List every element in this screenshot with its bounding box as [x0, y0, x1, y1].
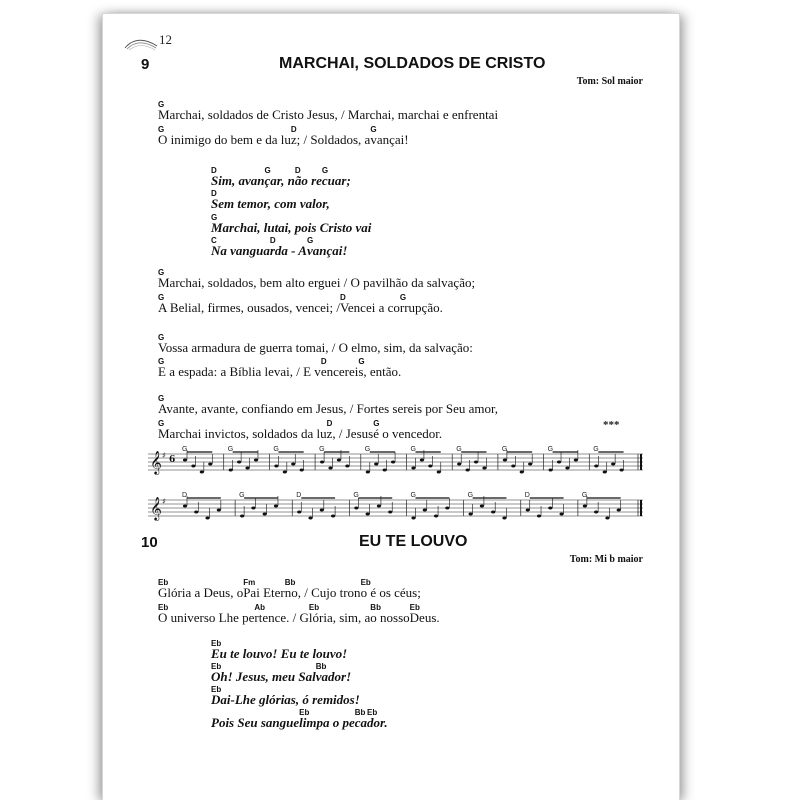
- song-key: Tom: Sol maior: [576, 76, 643, 87]
- lyric-text: O universo Lhe pe: [158, 610, 255, 625]
- lyric-text: Marchai, lutai, pois Cristo vai: [211, 220, 372, 235]
- lyric-segment: [358, 357, 402, 380]
- lyric-text: Glória a Deus, o: [158, 585, 244, 600]
- chord-symbol: D: [290, 125, 297, 134]
- staff-chord-symbol: G: [239, 492, 245, 499]
- chorus-line: [211, 189, 330, 212]
- lyric-text: rrupção.: [399, 300, 443, 315]
- lyric-segment: [370, 603, 410, 626]
- lyric-segment: [158, 603, 255, 626]
- note-head: [520, 471, 524, 474]
- note-head: [469, 513, 473, 516]
- song-title: MARCHAI, SOLDADOS DE CRISTO: [279, 55, 546, 72]
- lyric-segment: [354, 708, 368, 731]
- note-head: [345, 465, 349, 468]
- lyric-segment: [367, 708, 388, 731]
- ornament-swoosh-icon: [123, 36, 159, 52]
- lyric-segment: [243, 578, 285, 601]
- chord-symbol: G: [321, 166, 329, 175]
- note-head: [205, 517, 209, 520]
- lyric-segment: [373, 419, 443, 442]
- chorus-line: [211, 662, 352, 685]
- note-head: [337, 459, 341, 462]
- time-signature: 𝟔: [169, 455, 176, 465]
- note-head: [229, 469, 233, 472]
- note-head: [437, 471, 441, 474]
- lyric-text: dor.: [367, 715, 388, 730]
- chorus-line: [211, 236, 348, 259]
- page-number: 12: [159, 32, 172, 47]
- note-head: [291, 463, 295, 466]
- chord-symbol: Bb: [284, 578, 296, 587]
- chord-symbol: Fm: [243, 578, 256, 587]
- lyric-segment: [211, 662, 316, 685]
- staff-chord-symbol: G: [227, 446, 234, 453]
- note-head: [300, 469, 304, 472]
- note-head: [474, 461, 478, 464]
- note-head: [308, 517, 312, 520]
- chord-symbol: Eb: [409, 603, 420, 612]
- lyric-text: z, / Jesus: [326, 426, 374, 441]
- lyric-segment: [158, 125, 291, 148]
- lyric-text: Vencei a co: [339, 300, 400, 315]
- chord-symbol: Eb: [299, 708, 310, 717]
- lyric-text: Dai-Lhe glórias, ó remidos!: [211, 692, 360, 707]
- note-head: [354, 507, 358, 510]
- lyric-text: vançai!: [306, 243, 348, 258]
- chord-symbol: D: [211, 189, 217, 198]
- verse-line: [158, 419, 443, 442]
- note-head: [366, 513, 370, 516]
- note-head: [245, 467, 249, 470]
- note-head: [194, 511, 198, 514]
- note-head: [457, 463, 461, 466]
- note-head: [565, 467, 569, 470]
- staff-chord-symbol: G: [593, 446, 599, 453]
- note-head: [528, 463, 532, 466]
- lyric-segment: [211, 236, 270, 259]
- lyric-segment: [158, 578, 244, 601]
- treble-clef-icon: 𝄞: [150, 450, 162, 474]
- note-head: [320, 461, 324, 464]
- verse-line: [158, 357, 402, 380]
- chord-symbol: G: [158, 419, 165, 428]
- note-head: [208, 463, 212, 466]
- staff-chord-symbol: G: [353, 492, 359, 499]
- lyric-text: o nosso: [370, 610, 410, 625]
- note-head: [511, 465, 515, 468]
- note-head: [391, 461, 395, 464]
- chord-symbol: G: [158, 394, 165, 403]
- lyric-text: O inimigo do bem e da lu: [158, 132, 291, 147]
- note-head: [328, 467, 332, 470]
- music-staff-2: [148, 490, 643, 532]
- lyric-segment: [254, 603, 309, 626]
- chord-symbol: G: [370, 125, 377, 134]
- chord-symbol: Ab: [254, 603, 266, 612]
- lyric-text: çar, n: [264, 173, 295, 188]
- lyric-text: ca: [354, 715, 368, 730]
- lyric-segment: [211, 715, 299, 731]
- chord-symbol: G: [306, 236, 314, 245]
- staff-chord-symbol: G: [410, 492, 416, 499]
- lyric-text: encerei: [320, 364, 359, 379]
- lyric-text: ão re: [294, 173, 322, 188]
- lyric-segment: [308, 603, 371, 626]
- chord-symbol: D: [294, 166, 301, 175]
- chord-symbol: G: [158, 357, 165, 366]
- note-head: [420, 459, 424, 462]
- chord-symbol: Eb: [211, 639, 222, 648]
- chord-symbol: Eb: [211, 685, 222, 694]
- chord-symbol: G: [399, 293, 407, 302]
- hymnal-page: [103, 14, 679, 800]
- lyric-text: Marchai, soldados, bem alto erguei / O pavilhão da salvação;: [158, 275, 476, 290]
- chord-symbol: Bb: [315, 662, 327, 671]
- note-head: [377, 505, 381, 508]
- lyric-text: Sim, avan: [211, 173, 265, 188]
- verse-line: [158, 603, 440, 626]
- note-head: [283, 471, 287, 474]
- staff-chord-symbol: G: [467, 492, 474, 499]
- lyric-segment: [158, 394, 499, 417]
- chord-symbol: Bb: [354, 708, 366, 717]
- lyric-segment: [370, 125, 409, 148]
- verse-line: [158, 268, 476, 291]
- chorus-line: [211, 685, 360, 708]
- staff-chord-symbol: G: [182, 446, 188, 453]
- lyric-segment: [211, 213, 372, 236]
- chord-symbol: D: [269, 236, 276, 245]
- note-head: [594, 511, 598, 514]
- lyric-text: Eu te louvo! Eu te louvo!: [211, 646, 348, 661]
- chord-symbol: G: [158, 333, 165, 342]
- chord-symbol: D: [326, 419, 333, 428]
- lyric-text: é o vencedor.: [373, 426, 443, 441]
- note-head: [445, 507, 449, 510]
- note-head: [217, 509, 221, 512]
- note-head: [374, 463, 378, 466]
- lyric-segment: [211, 639, 348, 662]
- note-head: [526, 509, 530, 512]
- chord-symbol: Eb: [367, 708, 378, 717]
- note-head: [200, 471, 204, 474]
- lyric-segment: [290, 125, 371, 148]
- staff-chord-symbol: D: [296, 492, 302, 499]
- staff-chord-symbol: D: [182, 492, 188, 499]
- lyric-text: Oh! Jesus, meu Sal: [211, 669, 316, 684]
- note-head: [423, 509, 427, 512]
- end-mark: ***: [603, 419, 620, 431]
- chord-symbol: Eb: [211, 662, 222, 671]
- lyric-text: E a espada: a Bíblia levai, / E v: [158, 364, 321, 379]
- note-head: [503, 459, 507, 462]
- note-head: [388, 511, 392, 514]
- chord-symbol: G: [158, 268, 165, 277]
- note-head: [574, 459, 578, 462]
- note-head: [320, 509, 324, 512]
- lyric-text: Marchai, soldados de Cristo Jesus, / Marchai, marchai e enfrentai: [158, 107, 499, 122]
- chorus-line: [211, 166, 351, 189]
- lyric-text: Na vangua: [211, 243, 270, 258]
- lyric-segment: [294, 166, 322, 189]
- verse-line: [158, 293, 443, 316]
- note-head: [274, 465, 278, 468]
- lyric-segment: [320, 357, 359, 380]
- lyric-segment: [211, 166, 265, 189]
- note-head: [559, 513, 563, 516]
- lyric-segment: [264, 166, 295, 189]
- note-head: [428, 465, 432, 468]
- lyric-text: Pois Seu sangue: [211, 715, 300, 730]
- note-head: [482, 467, 486, 470]
- chord-symbol: G: [211, 213, 218, 222]
- note-head: [411, 467, 415, 470]
- chord-symbol: Eb: [308, 603, 320, 612]
- chorus-line: [211, 213, 372, 236]
- note-head: [583, 505, 587, 508]
- lyric-segment: [158, 100, 499, 123]
- note-head: [557, 461, 561, 464]
- note-head: [502, 517, 506, 520]
- note-head: [549, 469, 553, 472]
- note-head: [240, 515, 244, 518]
- note-head: [548, 507, 552, 510]
- lyric-text: Marchai invictos, soldados da lu: [158, 426, 327, 441]
- lyric-text: s, então.: [358, 364, 402, 379]
- chord-symbol: D: [339, 293, 346, 302]
- note-head: [594, 465, 598, 468]
- lyric-segment: [158, 357, 321, 380]
- lyric-segment: [158, 333, 473, 356]
- sharp-icon: ♯: [162, 497, 166, 506]
- lyric-segment: [211, 189, 330, 212]
- lyric-segment: [158, 419, 327, 442]
- chord-symbol: G: [358, 357, 365, 366]
- lyric-text: cuar;: [321, 173, 351, 188]
- lyric-text: A Belial, firmes, ousados, vencei; /: [158, 300, 340, 315]
- note-head: [366, 471, 370, 474]
- staff-chord-symbol: G: [273, 446, 279, 453]
- chorus-line: [211, 639, 348, 662]
- staff-chord-symbol: G: [501, 446, 508, 453]
- song-number: 10: [141, 534, 158, 551]
- note-head: [191, 465, 195, 468]
- lyric-text: rtence. / G: [254, 610, 309, 625]
- staff-chord-symbol: G: [364, 446, 371, 453]
- lyric-segment: [399, 293, 443, 316]
- lyric-text: no, / Cujo tron: [284, 585, 361, 600]
- sharp-icon: ♯: [162, 451, 166, 460]
- note-head: [434, 515, 438, 518]
- staff-chord-symbol: G: [456, 446, 462, 453]
- note-head: [411, 517, 415, 520]
- lyric-segment: [269, 236, 307, 259]
- note-head: [237, 461, 241, 464]
- note-head: [619, 469, 623, 472]
- staff-chord-symbol: G: [581, 492, 588, 499]
- note-head: [605, 517, 609, 520]
- note-head: [263, 513, 267, 516]
- staff-chord-symbol: D: [524, 492, 530, 499]
- lyric-text: o é os céus;: [360, 585, 421, 600]
- note-head: [254, 459, 258, 462]
- lyric-text: Vossa armadura de guerra tomai, / O elmo, sim, da salvação:: [158, 340, 473, 355]
- song-number: 9: [141, 56, 150, 73]
- chord-symbol: D: [320, 357, 327, 366]
- chord-symbol: G: [373, 419, 380, 428]
- verse-line: [158, 125, 409, 148]
- chord-symbol: Eb: [158, 578, 169, 587]
- lyric-text: vador!: [315, 669, 352, 684]
- note-head: [331, 515, 335, 518]
- lyric-text: Deus.: [409, 610, 440, 625]
- lyric-segment: [284, 578, 361, 601]
- song-title: EU TE LOUVO: [359, 533, 468, 550]
- lyric-segment: [158, 268, 476, 291]
- lyric-segment: [299, 708, 355, 731]
- music-staff-1: [148, 444, 643, 486]
- chord-symbol: C: [211, 236, 217, 245]
- lyric-segment: [211, 685, 360, 708]
- note-head: [480, 505, 484, 508]
- note-head: [603, 471, 607, 474]
- lyric-segment: [315, 662, 352, 685]
- lyric-text: rda - A: [269, 243, 307, 258]
- note-head: [611, 463, 615, 466]
- note-head: [251, 507, 255, 510]
- lyric-segment: [360, 578, 421, 601]
- note-head: [183, 505, 187, 508]
- lyric-text: Avante, avante, confiando em Jesus, / Fortes sereis por Seu amor,: [158, 401, 499, 416]
- lyric-text: limpa o pe: [299, 715, 355, 730]
- note-head: [491, 511, 495, 514]
- lyric-segment: [306, 236, 348, 259]
- note-head: [537, 515, 541, 518]
- note-head: [297, 511, 301, 514]
- chord-symbol: G: [158, 100, 165, 109]
- note-head: [466, 469, 470, 472]
- note-head: [183, 459, 187, 462]
- note-head: [274, 505, 278, 508]
- lyric-text: Pai Eter: [243, 585, 285, 600]
- lyric-text: lória, sim, a: [308, 610, 371, 625]
- chord-symbol: Bb: [370, 603, 381, 612]
- chorus-line: [211, 708, 388, 731]
- chord-symbol: G: [158, 293, 165, 302]
- treble-clef-icon: 𝄞: [150, 496, 162, 520]
- lyric-segment: [158, 293, 340, 316]
- verse-line: [158, 578, 421, 601]
- lyric-segment: [409, 603, 440, 626]
- lyric-text: z; / Soldados, a: [290, 132, 371, 147]
- song-key: Tom: Mi b maior: [569, 554, 643, 565]
- verse-line: [158, 100, 499, 123]
- chord-symbol: G: [158, 125, 165, 134]
- chord-symbol: D: [211, 166, 217, 175]
- note-head: [617, 509, 621, 512]
- lyric-segment: [339, 293, 400, 316]
- staff-chord-symbol: G: [410, 446, 416, 453]
- chord-symbol: Eb: [360, 578, 371, 587]
- lyric-text: vançai!: [370, 132, 409, 147]
- verse-line: [158, 394, 499, 417]
- staff-chord-symbol: G: [547, 446, 554, 453]
- staff-chord-symbol: G: [319, 446, 325, 453]
- lyric-text: Sem temor, com valor,: [211, 196, 330, 211]
- lyric-segment: [321, 166, 351, 189]
- chord-symbol: G: [264, 166, 271, 175]
- chord-symbol: Eb: [158, 603, 169, 612]
- note-head: [383, 469, 387, 472]
- verse-line: [158, 333, 473, 356]
- lyric-segment: [326, 419, 374, 442]
